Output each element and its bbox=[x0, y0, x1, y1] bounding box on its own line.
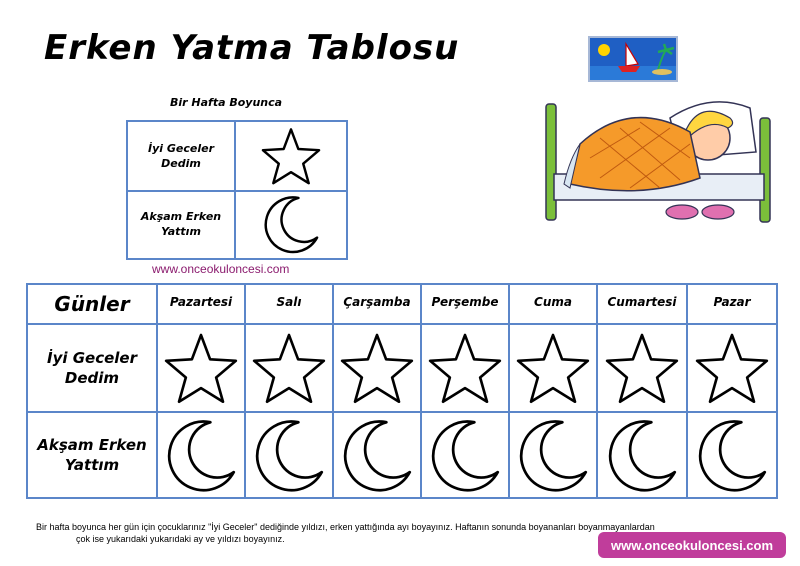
moon-icon[interactable] bbox=[332, 411, 422, 499]
row-label-moon: Akşam Erken Yattım bbox=[26, 411, 158, 499]
instructions-line-2: çok ise yukarıdaki yukarıdaki ay ve yıldızı boyayınız. bbox=[76, 534, 285, 544]
day-header-sunday: Pazar bbox=[686, 283, 778, 325]
moon-icon bbox=[236, 190, 346, 258]
day-header-tuesday: Salı bbox=[244, 283, 334, 325]
star-icon[interactable] bbox=[244, 323, 334, 413]
moon-icon[interactable] bbox=[420, 411, 510, 499]
legend-row-star bbox=[128, 122, 346, 192]
sleeping-boy-picture bbox=[540, 88, 776, 234]
star-icon bbox=[236, 122, 346, 190]
day-header-friday: Cuma bbox=[508, 283, 598, 325]
legend-label-moon: Akşam Erken Yattım bbox=[128, 190, 236, 258]
star-icon[interactable] bbox=[420, 323, 510, 413]
legend-label-star: İyi Geceler Dedim bbox=[128, 122, 236, 190]
star-icon[interactable] bbox=[156, 323, 246, 413]
day-header-thursday: Perşembe bbox=[420, 283, 510, 325]
day-header-saturday: Cumartesi bbox=[596, 283, 688, 325]
moon-icon[interactable] bbox=[156, 411, 246, 499]
star-icon[interactable] bbox=[332, 323, 422, 413]
moon-icon[interactable] bbox=[508, 411, 598, 499]
star-icon[interactable] bbox=[596, 323, 688, 413]
row-label-star: İyi Geceler Dedim bbox=[26, 323, 158, 413]
day-header-wednesday: Çarşamba bbox=[332, 283, 422, 325]
page-title: Erken Yatma Tablosu bbox=[44, 28, 460, 68]
star-icon[interactable] bbox=[686, 323, 778, 413]
days-corner-label: Günler bbox=[26, 283, 158, 325]
weekly-chart bbox=[26, 283, 778, 499]
moon-icon[interactable] bbox=[596, 411, 688, 499]
legend-subtitle: Bir Hafta Boyunca bbox=[170, 96, 283, 109]
website-link[interactable]: www.onceokuloncesi.com bbox=[152, 262, 290, 276]
sailboat-picture bbox=[588, 36, 678, 86]
legend-table bbox=[126, 120, 348, 260]
star-icon[interactable] bbox=[508, 323, 598, 413]
day-header-monday: Pazartesi bbox=[156, 283, 246, 325]
moon-icon[interactable] bbox=[244, 411, 334, 499]
website-badge[interactable]: www.onceokuloncesi.com bbox=[598, 532, 786, 558]
legend-row-moon bbox=[128, 190, 346, 258]
moon-icon[interactable] bbox=[686, 411, 778, 499]
instructions-line-1: Bir hafta boyunca her gün için çocuklarınız "İyi Geceler" dediğinde yıldızı, erken yattığında ayı boyayınız. Haftanın sonunda boyananları boyanmayanlardan bbox=[36, 522, 655, 532]
